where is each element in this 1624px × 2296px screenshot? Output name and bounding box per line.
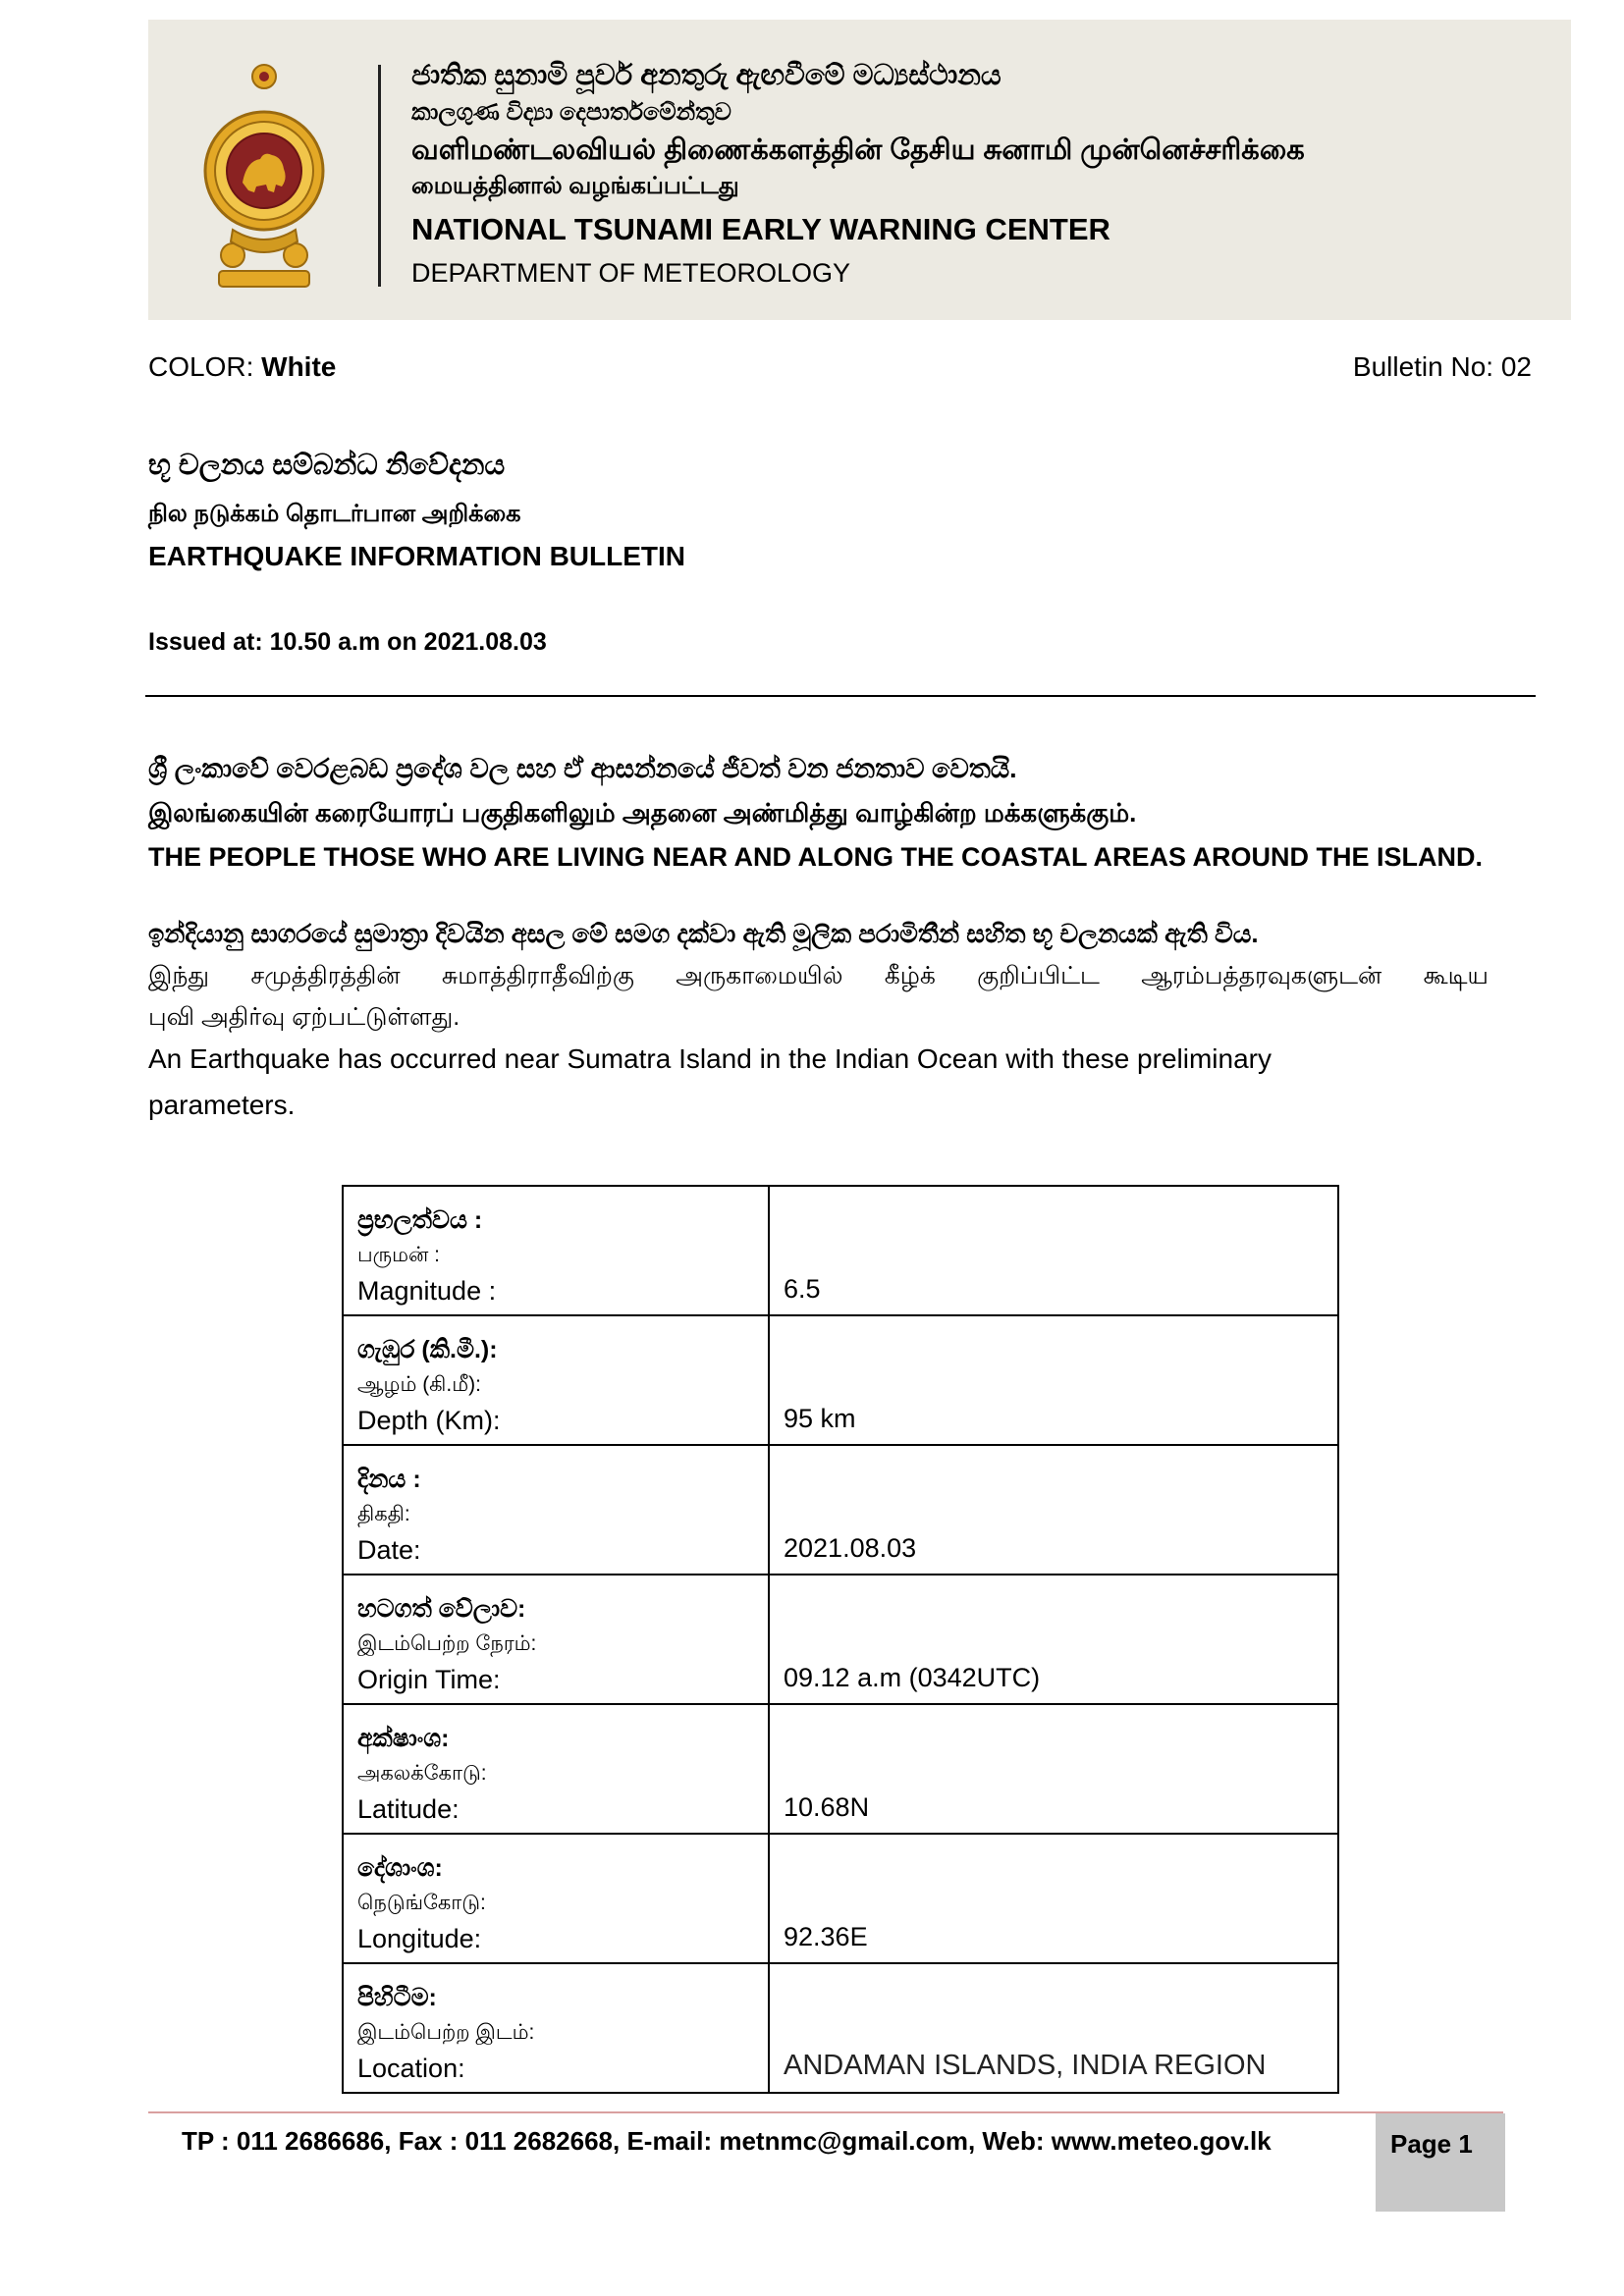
bulletin-number: Bulletin No: 02 xyxy=(1352,351,1532,382)
parameter-label-english: Origin Time: xyxy=(357,1665,501,1694)
parameter-row xyxy=(343,1575,1338,1704)
parameter-value: 2021.08.03 xyxy=(769,1445,1338,1575)
parameter-label-sinhala: ප්‍රභලත්වය : xyxy=(357,1206,483,1234)
parameter-label-cell xyxy=(343,1963,769,2093)
color-code xyxy=(148,351,336,383)
parameter-label-tamil: அகலக்கோடு: xyxy=(357,1762,487,1785)
statement-english-line1: An Earthquake has occurred near Sumatra Island in the Indian Ocean with these preliminary xyxy=(148,1043,1272,1074)
parameter-value: 10.68N xyxy=(769,1704,1338,1834)
audience-sinhala: ශ්‍රී ලංකාවේ වෙරළබඩ ප්‍රදේශ වල සහ ඒ ආසන්නයේ ජීවත් වන ජනතාව වෙතයි. xyxy=(148,754,1017,783)
parameter-label-cell xyxy=(343,1834,769,1963)
parameter-label-cell xyxy=(343,1704,769,1834)
parameter-label-english: Depth (Km): xyxy=(357,1406,501,1435)
parameter-label-sinhala: හටගත් වේලාව: xyxy=(357,1595,526,1623)
statement-tamil-line2: புவி அதிர்வு ஏற்பட்டுள்ளது. xyxy=(148,1003,460,1031)
parameter-value: ANDAMAN ISLANDS, INDIA REGION xyxy=(769,1963,1338,2093)
parameter-label-sinhala: දේශාංශ: xyxy=(357,1854,443,1882)
header-line-sinhala-dept: කාලගුණ විද්‍යා දෙපාර්තමේන්තුව xyxy=(411,98,731,126)
header-line-tamil-issued: மையத்தினால் வழங்கப்பட்டது xyxy=(411,173,739,200)
parameter-label-english: Magnitude : xyxy=(357,1276,497,1306)
title-sinhala: භූ චලනය සම්බන්ධ නිවේදනය xyxy=(148,450,506,481)
parameter-row xyxy=(343,1315,1338,1445)
earthquake-parameters-table xyxy=(342,1185,1339,2094)
parameter-label-cell xyxy=(343,1575,769,1704)
parameter-label-cell xyxy=(343,1445,769,1575)
letterhead xyxy=(148,20,1571,320)
page-number: Page 1 xyxy=(1390,2129,1473,2159)
parameter-label-tamil: திகதி: xyxy=(357,1503,410,1525)
header-line-english-dept: DEPARTMENT OF METEOROLOGY xyxy=(411,258,851,289)
title-english: EARTHQUAKE INFORMATION BULLETIN xyxy=(148,541,685,571)
sri-lanka-emblem-icon xyxy=(203,63,325,298)
audience-english: THE PEOPLE THOSE WHO ARE LIVING NEAR AND ALONG THE COASTAL AREAS AROUND THE ISLAND. xyxy=(148,842,1484,872)
parameters-body xyxy=(343,1186,1338,2093)
statement-english-line2: parameters. xyxy=(148,1090,296,1120)
parameter-label-english: Longitude: xyxy=(357,1924,482,1953)
parameter-label-tamil: ஆழம் (கி.மீ): xyxy=(357,1373,482,1396)
parameter-label-tamil: இடம்பெற்ற நேரம்: xyxy=(357,1632,537,1655)
parameter-row xyxy=(343,1186,1338,1315)
parameter-row xyxy=(343,1704,1338,1834)
parameter-label-english: Date: xyxy=(357,1535,421,1565)
page-number-box xyxy=(1376,2113,1505,2212)
footer-divider xyxy=(148,2111,1503,2113)
parameter-value: 09.12 a.m (0342UTC) xyxy=(769,1575,1338,1704)
title-tamil: நில நடுக்கம் தொடர்பான அறிக்கை xyxy=(148,501,521,527)
parameter-row xyxy=(343,1445,1338,1575)
parameter-label-english: Location: xyxy=(357,2054,465,2083)
statement-tamil-line1: இந்து சமுத்திரத்தின் சுமாத்திராதீவிற்கு அருகாமையில் கீழ்க் குறிப்பிட்ட ஆரம்பத்தரவுகளுடன் கூடிய xyxy=(148,962,1489,989)
parameter-label-sinhala: ගැඹුර (කි.මී.): xyxy=(357,1336,498,1363)
statement-sinhala: ඉන්දියානු සාගරයේ සුමාත්‍රා දිවයින අසල මේ සමග දක්වා ඇති මූලික පරාමිතීන් සහිත භූ චලනයක් ඇති විය. xyxy=(148,919,1259,948)
parameter-label-english: Latitude: xyxy=(357,1794,460,1824)
header-line-sinhala-center: ජාතික සුනාමි පූර්ව අනතුරු ඇඟවීමේ මධ්‍යස්ථානය xyxy=(411,60,1001,91)
color-label: COLOR: xyxy=(148,351,262,382)
header-divider xyxy=(378,65,381,287)
parameter-value: 95 km xyxy=(769,1315,1338,1445)
parameter-value: 6.5 xyxy=(769,1186,1338,1315)
header-text xyxy=(411,59,1305,290)
parameter-value: 92.36E xyxy=(769,1834,1338,1963)
footer-contact: TP : 011 2686686, Fax : 011 2682668, E-mail: metnmc@gmail.com, Web: www.meteo.gov.lk xyxy=(182,2126,1272,2156)
parameter-label-tamil: இடம்பெற்ற இடம்: xyxy=(357,2021,535,2044)
color-value: White xyxy=(261,351,337,382)
parameter-label-tamil: நெடுங்கோடு: xyxy=(357,1892,486,1914)
header-line-english-center: NATIONAL TSUNAMI EARLY WARNING CENTER xyxy=(411,212,1110,247)
parameter-row xyxy=(343,1834,1338,1963)
parameter-row xyxy=(343,1963,1338,2093)
issued-at: Issued at: 10.50 a.m on 2021.08.03 xyxy=(148,628,547,656)
parameter-label-sinhala: අක්ෂාංශ: xyxy=(357,1725,450,1752)
parameter-label-tamil: பருமன் : xyxy=(357,1244,441,1266)
parameter-label-cell xyxy=(343,1315,769,1445)
parameter-label-sinhala: දිනය : xyxy=(357,1466,421,1493)
parameter-label-sinhala: පිහිටීම: xyxy=(357,1984,437,2011)
header-line-tamil-center: வளிமண்டலவியல் திணைக்களத்தின் தேசிய சுனாமி முன்னெச்சரிக்கை xyxy=(411,133,1305,166)
audience-tamil: இலங்கையின் கரையோரப் பகுதிகளிலும் அதனை அண்மித்து வாழ்கின்ற மக்களுக்கும். xyxy=(148,798,1137,828)
section-divider xyxy=(145,695,1536,697)
parameter-label-cell xyxy=(343,1186,769,1315)
